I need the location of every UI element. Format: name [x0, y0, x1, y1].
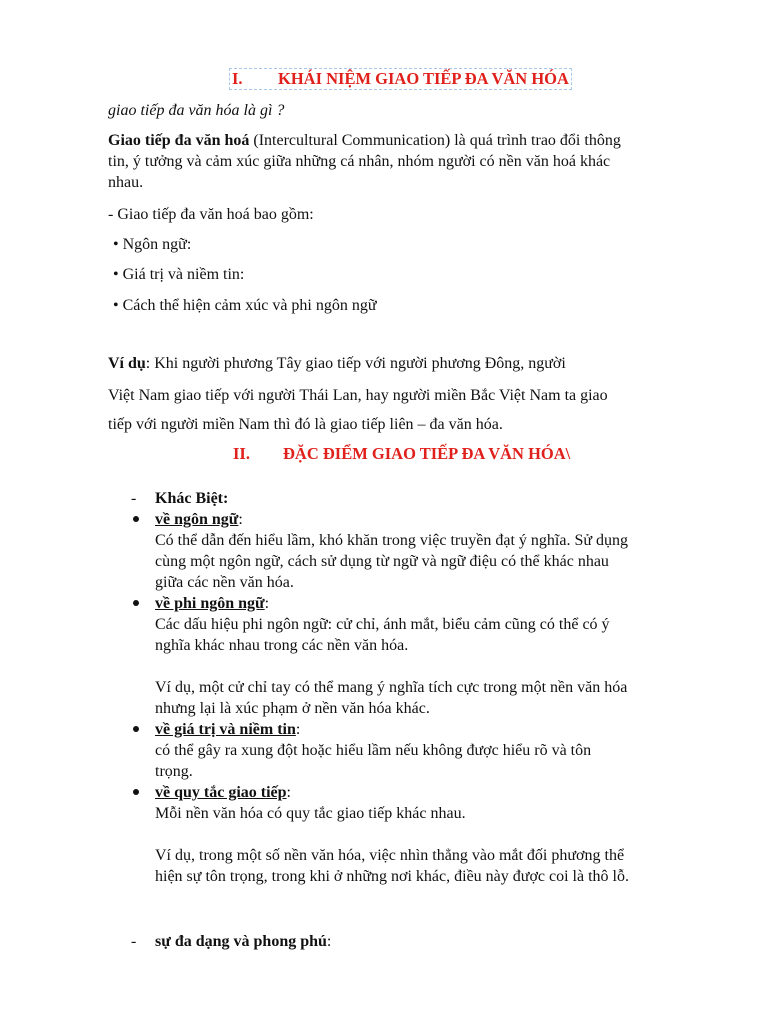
diversity-heading: sự đa dạng và phong phú: — [155, 933, 332, 950]
difference-item-line: cùng một ngôn ngữ, cách sử dụng từ ngữ và ngữ điệu có thể khác nhau — [155, 553, 609, 570]
question-line: giao tiếp đa văn hóa là gì ? — [108, 102, 285, 119]
definition-line-1-rest: (Intercultural Communication) là quá trình trao đổi thông — [249, 132, 621, 149]
includes-item: • Ngôn ngữ: — [113, 236, 192, 253]
difference-item-line: Ví dụ, một cử chỉ tay có thể mang ý nghĩa tích cực trong một nền văn hóa — [155, 679, 628, 696]
example-line-1 — [108, 353, 566, 374]
bullet-icon — [133, 789, 139, 795]
difference-item-line: hiện sự tôn trọng, trong khi ở những nơi khác, điều này được coi là thô lỗ. — [155, 868, 629, 885]
definition-term: Giao tiếp đa văn hoá — [108, 132, 250, 149]
definition-line-2: tin, ý tưởng và cảm xúc giữa những cá nhân, nhóm người có nền văn hoá khác — [108, 153, 611, 170]
difference-item-title: về ngôn ngữ: — [155, 511, 243, 528]
difference-item-title: về giá trị và niềm tin: — [155, 721, 301, 738]
definition-line-1 — [108, 130, 621, 151]
section-1-title: KHÁI NIỆM GIAO TIẾP ĐA VĂN HÓA — [278, 69, 569, 88]
section-2-heading — [233, 444, 570, 464]
includes-heading: - Giao tiếp đa văn hoá bao gồm: — [108, 206, 314, 223]
difference-item-line: nhưng lại là xúc phạm ở nền văn hóa khác. — [155, 700, 430, 717]
definition-line-3: nhau. — [108, 174, 144, 191]
difference-item-line: Ví dụ, trong một số nền văn hóa, việc nhìn thẳng vào mắt đối phương thể — [155, 847, 625, 864]
difference-item-line: Có thể dẫn đến hiểu lầm, khó khăn trong việc truyền đạt ý nghĩa. Sử dụng — [155, 532, 629, 549]
difference-item-title: về phi ngôn ngữ: — [155, 595, 270, 612]
differences-heading: Khác Biệt: — [155, 490, 229, 507]
difference-item-line: Các dấu hiệu phi ngôn ngữ: cử chỉ, ánh mắt, biểu cảm cũng có thể có ý — [155, 616, 610, 633]
difference-item-line: Mỗi nền văn hóa có quy tắc giao tiếp khác nhau. — [155, 805, 466, 822]
section-2-number: II. — [233, 444, 250, 463]
includes-item: • Giá trị và niềm tin: — [113, 266, 245, 283]
section-1-number: I. — [232, 69, 243, 88]
difference-item-line: giữa các nền văn hóa. — [155, 574, 294, 591]
example-label: Ví dụ — [108, 355, 146, 372]
section-2-title: ĐẶC ĐIỂM GIAO TIẾP ĐA VĂN HÓA\ — [283, 444, 571, 463]
bullet-icon — [133, 600, 139, 606]
difference-item-title: về quy tắc giao tiếp: — [155, 784, 291, 801]
section-1-heading — [229, 68, 572, 90]
bullet-icon — [133, 726, 139, 732]
includes-item: • Cách thể hiện cảm xúc và phi ngôn ngữ — [113, 297, 377, 314]
example-line-2: Việt Nam giao tiếp với người Thái Lan, hay người miền Bắc Việt Nam ta giao — [108, 387, 608, 404]
example-line-1-rest: : Khi người phương Tây giao tiếp với người phương Đông, người — [145, 355, 566, 372]
difference-item-line: có thể gây ra xung đột hoặc hiểu lầm nếu không được hiểu rõ và tôn — [155, 742, 592, 759]
example-line-3: tiếp với người miền Nam thì đó là giao tiếp liên – đa văn hóa. — [108, 416, 503, 433]
list-dash: - — [131, 933, 137, 950]
difference-item-line: trọng. — [155, 763, 193, 780]
bullet-icon — [133, 516, 139, 522]
difference-item-line: nghĩa khác nhau trong các nền văn hóa. — [155, 637, 409, 654]
list-dash: - — [131, 490, 137, 507]
